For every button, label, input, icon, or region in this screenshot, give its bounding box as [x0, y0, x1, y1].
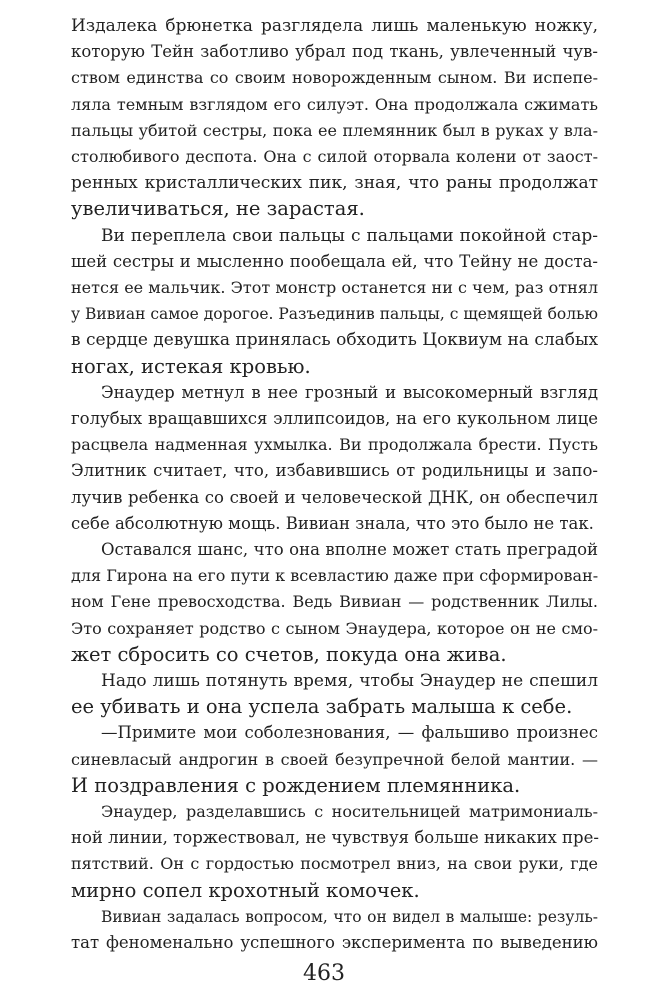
text-line: Элитник считает, что, избавившись от родильницы и запо- [71, 461, 598, 481]
text-line: Ви переплела свои пальцы с пальцами покойной стар- [101, 225, 598, 246]
text-line: —Примите мои соболезнования, — фальшиво произнес [101, 723, 598, 743]
text-line: жет сбросить со счетов, покуда она жива. [71, 642, 507, 666]
text-line: Издалека брюнетка разглядела лишь маленькую ножку, [71, 16, 598, 36]
text-line: расцвела надменная ухмылка. Ви продолжала брести. Пусть [71, 435, 598, 455]
text-line: ее убивать и она успела забрать малыша к себе. [71, 695, 573, 719]
text-line: шей сестры и мысленно пообещала ей, что Тейну не доста- [71, 251, 598, 271]
text-line: Энаудер, разделавшись с носительницей матримониаль- [101, 802, 598, 821]
text-line: которую Тейн заботливо убрал под ткань, увлеченный чув- [71, 42, 598, 62]
text-line: мирно сопел крохотный комочек. [71, 878, 420, 902]
text-line: ляла темным взглядом его силуэт. Она продолжала сжимать [71, 94, 598, 114]
text-line: Надо лишь потянуть время, чтобы Энаудер не спешил [101, 671, 598, 691]
text-line: столюбивого деспота. Она с силой оторвала колени от заост- [71, 147, 598, 166]
text-line: Это сохраняет родство с сыном Энаудера, которое он не смо- [71, 618, 598, 638]
text-line: голубых вращавшихся эллипсоидов, на его кукольном лице [71, 409, 598, 428]
text-line: ном Гене превосходства. Ведь Вивиан — родственник Лилы. [71, 592, 598, 612]
page-number: 463 [303, 961, 345, 986]
text-line: Оставался шанс, что она вполне может стать преградой [101, 540, 598, 559]
text-line: И поздравления с рождением племянника. [71, 773, 521, 797]
text-line: в сердце девушка принялась обходить Цоквиум на слабых [71, 330, 599, 351]
text-line: ренных кристаллических пик, зная, что раны продолжат [71, 173, 598, 194]
text-line: пятствий. Он с гордостью посмотрел вниз, на свои руки, где [71, 854, 598, 874]
text-line: увеличиваться, не зарастая. [71, 197, 365, 221]
text-line: для Гирона на его пути к всевластию даже при сформирован- [71, 566, 599, 586]
text-line: у Вивиан самое дорогое. Разъединив пальцы, с щемящей болью [71, 305, 599, 324]
text-line: лучив ребенка со своей и человеческой ДНК, он обеспечил [71, 487, 598, 507]
text-line: синевласый андрогин в своей безупречной белой мантии. — [71, 749, 598, 769]
text-line: тат феноменально успешного эксперимента по выведению [71, 933, 598, 952]
text-line: ной линии, торжествовал, не чувствуя больше никаких пре- [71, 828, 599, 848]
text-line: нется ее мальчик. Этот монстр останется ни с чем, раз отнял [71, 278, 598, 297]
text-line: ногах, истекая кровью. [71, 354, 311, 378]
text-line: Вивиан задалась вопросом, что он видел в малыше: резуль- [101, 907, 598, 926]
text-line: себе абсолютную мощь. Вивиан знала, что это было не так. [71, 513, 594, 533]
text-line: Энаудер метнул в нее грозный и высокомерный взгляд [101, 382, 598, 402]
text-line: ством единства со своим новорожденным сыном. Ви испепе- [71, 68, 598, 88]
text-line: пальцы убитой сестры, пока ее племянник был в руках у вла- [71, 120, 598, 140]
